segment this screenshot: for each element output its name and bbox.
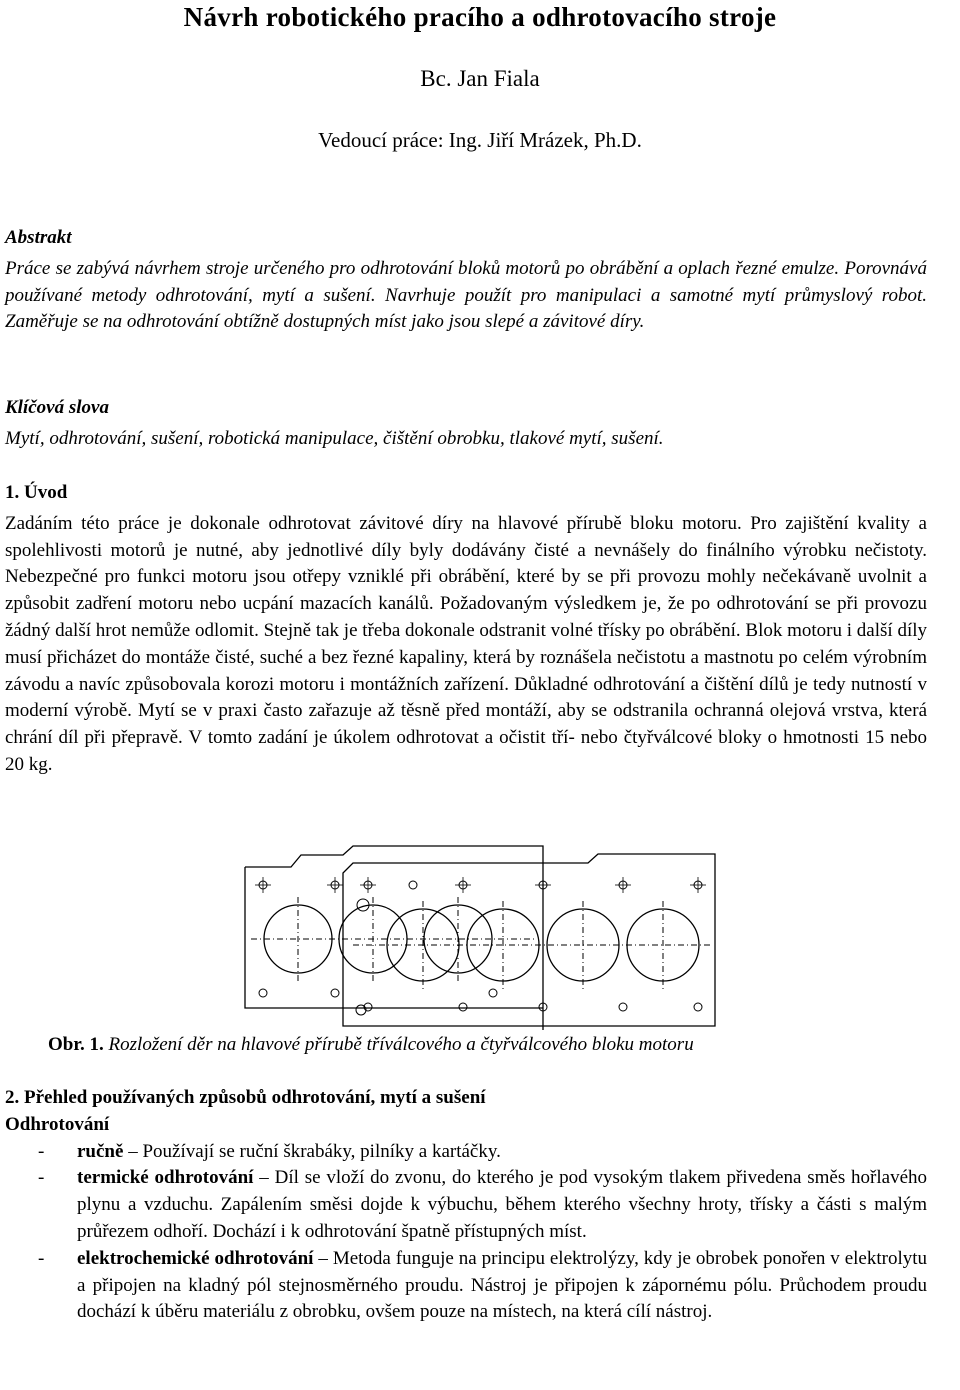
method-term: elektrochemické odhrotování [77,1247,314,1269]
figure-caption [48,1034,694,1056]
list-dash: - [38,1167,45,1189]
cylinder-head-flange-drawing [243,845,719,1030]
list-item: - elektrochemické odhrotování – Metoda funguje na principu elektrolýzy, kdy je obrobek ponořen v elektrolytu a připojen na kladný pól stejnosměrného proudu. Nástroj je připojen k zápornému pólu. Průchodem proudu dochází k úběru materiálu z obrobku, ovšem pouze na místech, na která cílí nástroj. [38,1247,928,1323]
list-dash: - [38,1247,45,1269]
method-description: Metoda funguje na principu elektrolýzy, kdy je obrobek ponořen v elektrolytu a připojen na kladný pól stejnosměrného proudu. Nástroj je připojen k zápornému pólu. Průchodem proudu dochází k úběru materiálu z obrobku, ovšem pouze na místech, na která cílí nástroj. [77,1247,928,1323]
keywords-section [5,395,927,453]
method-description: Díl se vloží do zvonu, do kterého je pod vysokým tlakem přivedena směs hořlavého plynu a vzduchu. Zapálením směsi dojde k výbuchu, během kterého všechny hroty, třísky a části s malým průřezem odhoří. Dochází i k odhrotování špatně přístupných míst. [77,1167,928,1242]
keywords-text: Mytí, odhrotování, sušení, robotická manipulace, čištění obrobku, tlakové mytí, sušení. [5,427,664,449]
abstract-text: Práce se zabývá návrhem stroje určeného pro odhrotování bloků motorů po obrábění a oplach řezné emulze. Porovnává používané metody odhrotování, mytí a sušení. Navrhuje použít pro manipulaci a samotné mytí průmyslový robot. Zaměřuje se na odhrotování obtížně dostupných míst jako jsou slepé a závitové díry. [5,257,927,333]
list-dash: - [38,1140,45,1162]
intro-section [5,480,927,779]
author: Bc. Jan Fiala [420,66,540,91]
page-title: Návrh robotického pracího a odhrotovacího stroje [183,2,777,32]
deburring-subheading: Odhrotování [5,1113,110,1135]
method-description: Používají se ruční škrabáky, pilníky a kartáčky. [142,1140,501,1162]
intro-heading: 1. Úvod [5,482,68,503]
section-2 [5,1085,927,1326]
figure-caption-text: Rozložení děr na hlavové přírubě tříválcového a čtyřválcového bloku motoru [108,1034,694,1055]
abstract-heading: Abstrakt [5,227,72,248]
supervisor: Vedoucí práce: Ing. Jiří Mrázek, Ph.D. [318,128,642,152]
deburring-methods-list [5,1139,927,1327]
section-2-heading: 2. Přehled používaných způsobů odhrotování, mytí a sušení [5,1087,486,1108]
figure-label: Obr. 1. [48,1034,104,1055]
method-term: termické odhrotování [77,1167,254,1189]
method-term: ručně [77,1140,124,1162]
list-item: - ručně – Používají se ruční škrabáky, pilníky a kartáčky. [5,1139,927,1166]
list-item: - termické odhrotování – Díl se vloží do zvonu, do kterého je pod vysokým tlakem přivedena směs hořlavého plynu a vzduchu. Zapálením směsi dojde k výbuchu, během kterého všechny hroty, třísky a části s malým průřezem odhoří. Dochází i k odhrotování špatně přístupných míst. [38,1167,928,1242]
abstract-section [5,225,927,336]
intro-text: Zadáním této práce je dokonale odhrotovat závitové díry na hlavové přírubě bloku motoru. Pro zajištění kvality a spolehlivosti motorů je nutné, aby jednotlivé díly byly dodávány čisté a nevnášely do finálního výrobku nečistoty. Nebezpečné pro funkci motoru jsou otřepy vzniklé při obrábění, které by se při provozu mohly nečekávaně uvolnit a způsobit zadření motoru nebo ucpání mazacích kanálů. Požadovaným výsledkem je, že po odhrotování se při provozu žádný další hrot nemůže odlomit. Stejně tak je třeba dokonale odstranit volné třísky po obrábění. Blok motoru i další díly musí přicházet do montáže čisté, suché a bez řezné kapaliny, která by roznášela nečistotu a mastnotu po celém výrobním závodu a navíc způsobovala korozi motoru i montážních zařízení. Důkladné odhrotování a čištění dílů je tedy nutností v moderní výrobě. Mytí se v praxi často zařazuje až těsně před montáží, aby se odstranila ochranná olejová vrstva, která chrání díl při přepravě. V tomto zadání je úkolem odhrotovat a očistit tří- nebo čtyřválcové bloky o hmotnosti 15 nebo 20 kg. [5,512,927,775]
keywords-heading: Klíčová slova [5,397,109,418]
